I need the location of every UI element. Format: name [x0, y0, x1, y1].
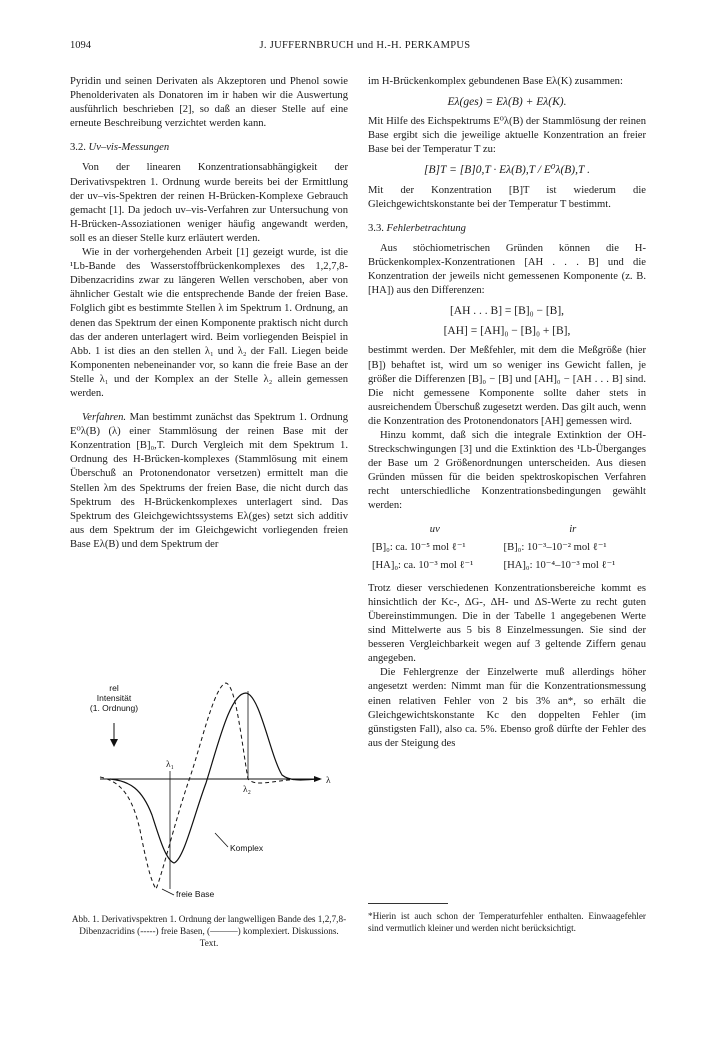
paragraph: Von der linearen Konzentrationsabhängigkeit der Derivativspektren 1. Ordnung wurde bereits bei der Ermittlung der uv–vis-Spektren der reinen H-Brücken-Komplexe Gebrauch gemacht [1]. Da jedoch uv–vis-Verfahren zur Untersuchung von H-Brücken-Assoziationen weniger häufig angewandt werden, soll es an dieser Stelle kurz erläutert werden. [70, 162, 348, 244]
paragraph: Mit Hilfe des Eichspektrums E⁰λ(B) der Stammlösung der reinen Base ergibt sich die jeweilige aktuelle Konzentration an freier Base bei der Temperatur T zu: [368, 116, 646, 156]
paragraph: Trotz dieser verschiedenen Konzentrationsbereiche kommt es hinsichtlich der Kc-, ΔG-, ΔH- und ΔS-Werte zu recht guten Übereinstimmungen. Die in der Tabelle 1 angegebenen Werte sind Mittelwerte aus 5 bis 8 Einzelmessungen. Sie sind der besseren Vergleichbarkeit wegen auf 3 geltende Ziffern genau angegeben. [368, 582, 646, 665]
table-cell: [B]₀: 10⁻³–10⁻² mol ℓ⁻¹ [503, 541, 607, 553]
free-base-leader [162, 889, 174, 895]
page-number: 1094 [70, 40, 91, 51]
paragraph: bestimmt werden. Der Meßfehler, mit dem die Meßgröße (hier [B]) behaftet ist, wird um so weniger ins Gewicht fallen, je größer die Differenzen [B]₀ − [B] und [AH]₀ − [AH . . . B] sind. Die nicht gemessene Komponente sollte daher stets in ausreichendem Überschuß zugesetzt werden. Das gilt auch, wenn die Konzentration des Protonendonators [AH] gemessen wird. [368, 345, 646, 427]
footnote-rule [368, 903, 448, 904]
section-heading: 3.2. Uv–vis-Messungen [70, 142, 170, 154]
equation: [AH . . . B] = [B]₀ − [B], [449, 305, 565, 318]
lambda2-label: λ₂ [243, 785, 251, 795]
complex-label: Komplex [230, 843, 264, 853]
lambda1-label: λ₁ [166, 760, 174, 770]
complex-leader [215, 833, 228, 847]
spectra-plot [70, 665, 348, 900]
table-cell: [HA]₀: 10⁻⁴–10⁻³ mol ℓ⁻¹ [503, 559, 616, 571]
arrow-down-icon [110, 739, 118, 747]
y-label-line2: Intensität [96, 693, 132, 703]
table-cell: [HA]₀: ca. 10⁻³ mol ℓ⁻¹ [372, 559, 474, 571]
equation: Eλ(ges) = Eλ(B) + Eλ(K). [447, 96, 567, 109]
running-head: J. JUFFERNBRUCH und H.-H. PERKAMPUS [259, 40, 471, 51]
paragraph: Wie in der vorhergehenden Arbeit [1] gezeigt wurde, ist die ¹Lb-Bande des Wasserstoffbrückenkomplexes des 1,2,7,8-Dibenzacridins zwar zu längeren Wellen verschoben, aber von ähnlicher Gestalt wie die entsprechende Bande der freien Base. Folglich gibt es bestimmte Stellen λ im Spektrum 1. Ordnung, an denen das Spektrum der einen Komponente praktisch nicht durch das der anderen unterlagert wird. Beim vorliegenden Beispiel in Abb. 1 ist dies an den stellen λ₁ und λ₂ der Fall. Liegen beide Komponenten nebeneinander vor, so kann die freie Base an der Stelle λ₁ und der Komplex an der Stelle λ₂ allein gemessen werden. [70, 247, 348, 399]
table-cell: [B]₀: ca. 10⁻⁵ mol ℓ⁻¹ [372, 541, 466, 553]
free-base-curve [100, 683, 300, 889]
paragraph: Die Fehlergrenze der Einzelwerte muß allerdings höher angesetzt werden: Nimmt man für die Konzentrationsmessung einen relativen Fehler von 2 bis 3% an*, so erhält die Gleichgewichtskonstante Kc den doppelten Fehler (im günstigsten Fall), also ca. 5%. Ebenso groß dürfte der Fehler des aus der Steigung des [368, 667, 646, 749]
equation: [B]T = [B]0,T · Eλ(B),T / E⁰λ(B),T . [424, 164, 590, 177]
table-row [370, 540, 644, 556]
figure-derivative-spectra [70, 665, 348, 900]
y-label-line3: (1. Ordnung) [89, 703, 139, 713]
lambda-axis-label: λ [326, 776, 331, 786]
free-base-label: freie Base [176, 889, 215, 899]
paragraph: im H-Brückenkomplex gebundenen Base Eλ(K) zusammen: [368, 76, 623, 87]
table-header-uv: uv [429, 523, 440, 535]
section-heading: 3.3. Fehlerbetrachtung [368, 222, 466, 234]
paragraph: Mit der Konzentration [B]T ist wiederum die Gleichgewichtskonstante bei der Temperatur T bestimmt. [368, 184, 646, 210]
table-header-ir: ir [569, 523, 577, 535]
paragraph: Verfahren. Man bestimmt zunächst das Spektrum 1. Ordnung E⁰λ(B) (λ) einer Stammlösung der reinen Base mit der Konzentration [B]₀,T. Durch Vergleich mit dem Spektrum 1. Ordnung des H-Brücken-komplexes (Stammlösung mit einem Überschuß an Protonendonator versetzen) ermittelt man die Stellen λm des Spektrums der freien Base, die nicht durch das Spektrum des H-Brückenkomplexes unterlagert sind. Das Spektrum des Gleichgewichtssystems Eλ(ges) setzt sich additiv aus dem Spektrum der im Gleichgewicht vorliegenden freien Base Eλ(B) und dem Spektrum der [70, 412, 348, 550]
y-label-line1: rel [109, 683, 119, 693]
paragraph: Pyridin und seinen Derivaten als Akzeptoren und Phenol sowie Phenolderivaten als Donatoren im ir haben wir die Auswertung ausführlich beschrieben [2], so daß an dieser Stelle auf eine erneute Beschreibung verzichtet werden kann. [70, 76, 348, 130]
figure-caption: Abb. 1. Derivativspektren 1. Ordnung der langwelligen Bande des 1,2,7,8-Dibenzacridins (-----) freie Basen, (———) komplexiert. Diskussions. Text. [71, 914, 347, 948]
left-column [70, 75, 348, 552]
footnote: *Hierin ist auch schon der Temperaturfehler enthalten. Einwaagefehler sind vermutlich kleiner und werden nicht berücksichtigt. [368, 911, 646, 933]
right-column [368, 75, 646, 751]
paragraph: Aus stöchiometrischen Gründen können die H-Brückenkomplex-Konzentrationen [AH . . . B] und die Konzentration der jeweils nicht gemessenen Komponente (z. B. [HA]) aus den Differenzen: [368, 242, 646, 297]
paragraph: Hinzu kommt, daß sich die integrale Extinktion der OH-Streckschwingungen [3] und die Extinktion des ¹Lb-Überganges der Base um 2 Größenordnungen unterscheiden. Aus diesen Gründen müssen für die beiden spektroskopischen Verfahren recht unterschiedliche Konzentrationsbedingungen gewählt werden: [368, 429, 646, 512]
concentration-table [368, 520, 646, 576]
table-row [370, 558, 644, 574]
equation: [AH] = [AH]₀ − [B]₀ + [B], [443, 325, 571, 338]
